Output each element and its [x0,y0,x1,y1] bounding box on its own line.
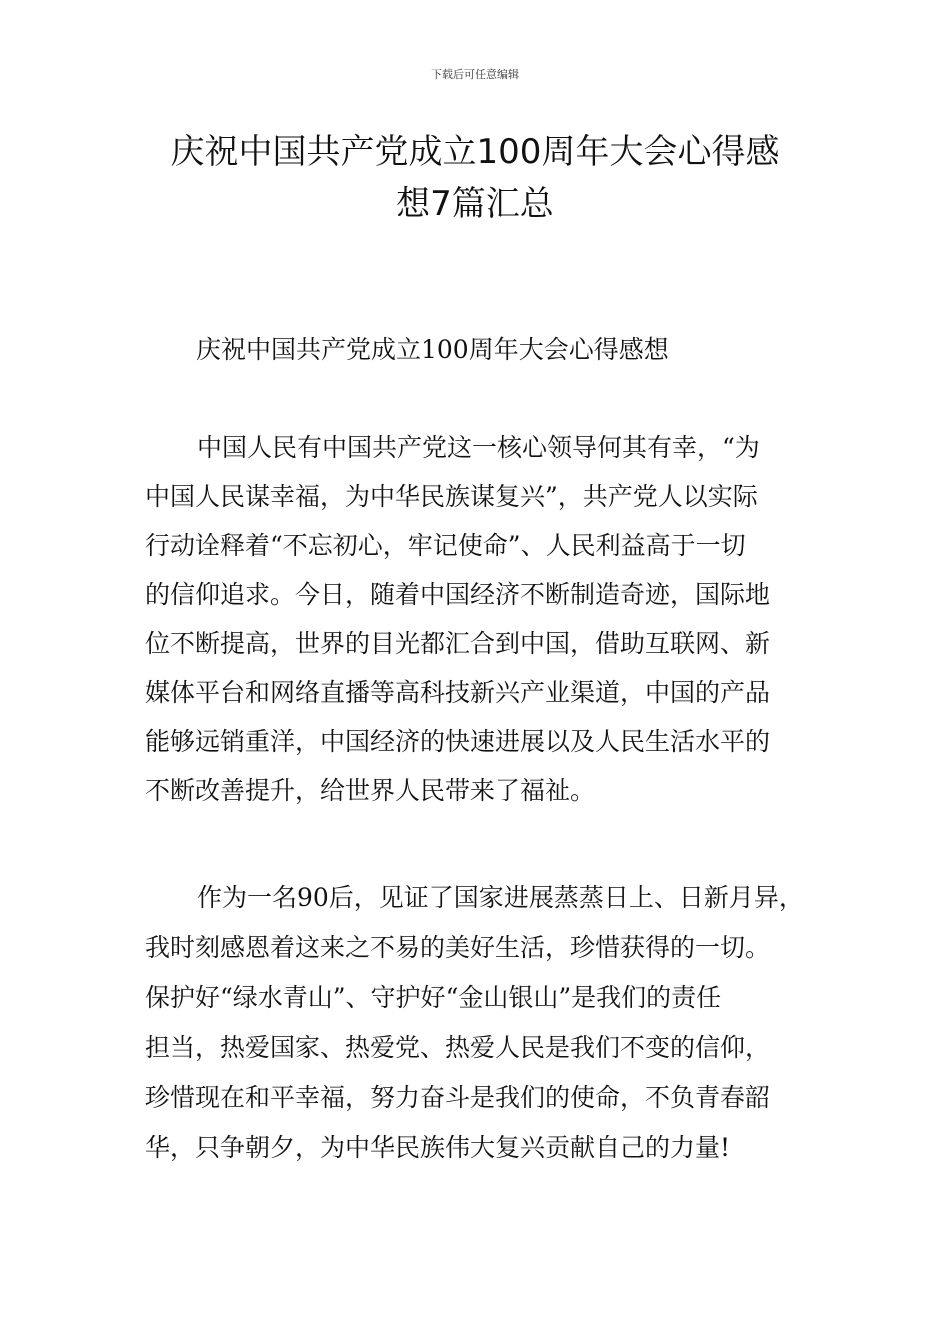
document-title [120,126,830,230]
paragraph-line: 中国人民有中国共产党这一核心领导何其有幸，“为 [197,433,760,462]
paragraph-line: 位不断提高，世界的目光都汇合到中国，借助互联网、新 [145,629,771,658]
paragraph-1 [145,428,825,820]
paragraph-line: 能够远销重洋，中国经济的快速进展以及人民生活水平的 [145,727,771,756]
paragraph-line: 我时刻感恩着这来之不易的美好生活，珍惜获得的一切。 [145,933,771,962]
header-note: 下载后可任意编辑 [431,68,519,81]
paragraph-line: 的信仰追求。今日，随着中国经济不断制造奇迹，国际地 [145,580,771,609]
title-line-2: 想7篇汇总 [396,184,554,224]
paragraph-line: 担当，热爱国家、热爱党、热爱人民是我们不变的信仰， [145,1033,771,1062]
paragraph-line: 不断改善提升，给世界人民带来了福祉。 [145,776,596,805]
paragraph-line: 珍惜现在和平幸福，努力奋斗是我们的使命，不负青春韶 [145,1083,771,1112]
paragraph-line: 保护好“绿水青山”、守护好“金山银山”是我们的责任 [145,983,722,1012]
paragraph-line: 华，只争朝夕，为中华民族伟大复兴贡献自己的力量! [145,1133,731,1162]
paragraph-line: 中国人民谋幸福，为中华民族谋复兴”，共产党人以实际 [145,482,758,511]
section-subtitle: 庆祝中国共产党成立100周年大会心得感想 [196,335,669,364]
title-line-1: 庆祝中国共产党成立100周年大会心得感 [170,132,780,172]
paragraph-2 [145,878,825,1178]
paragraph-line: 媒体平台和网络直播等高科技新兴产业渠道，中国的产品 [145,678,771,707]
paragraph-line: 行动诠释着“不忘初心，牢记使命”、人民利益高于一切 [145,531,746,560]
paragraph-line: 作为一名90后，见证了国家进展蒸蒸日上、日新月异， [197,883,804,912]
